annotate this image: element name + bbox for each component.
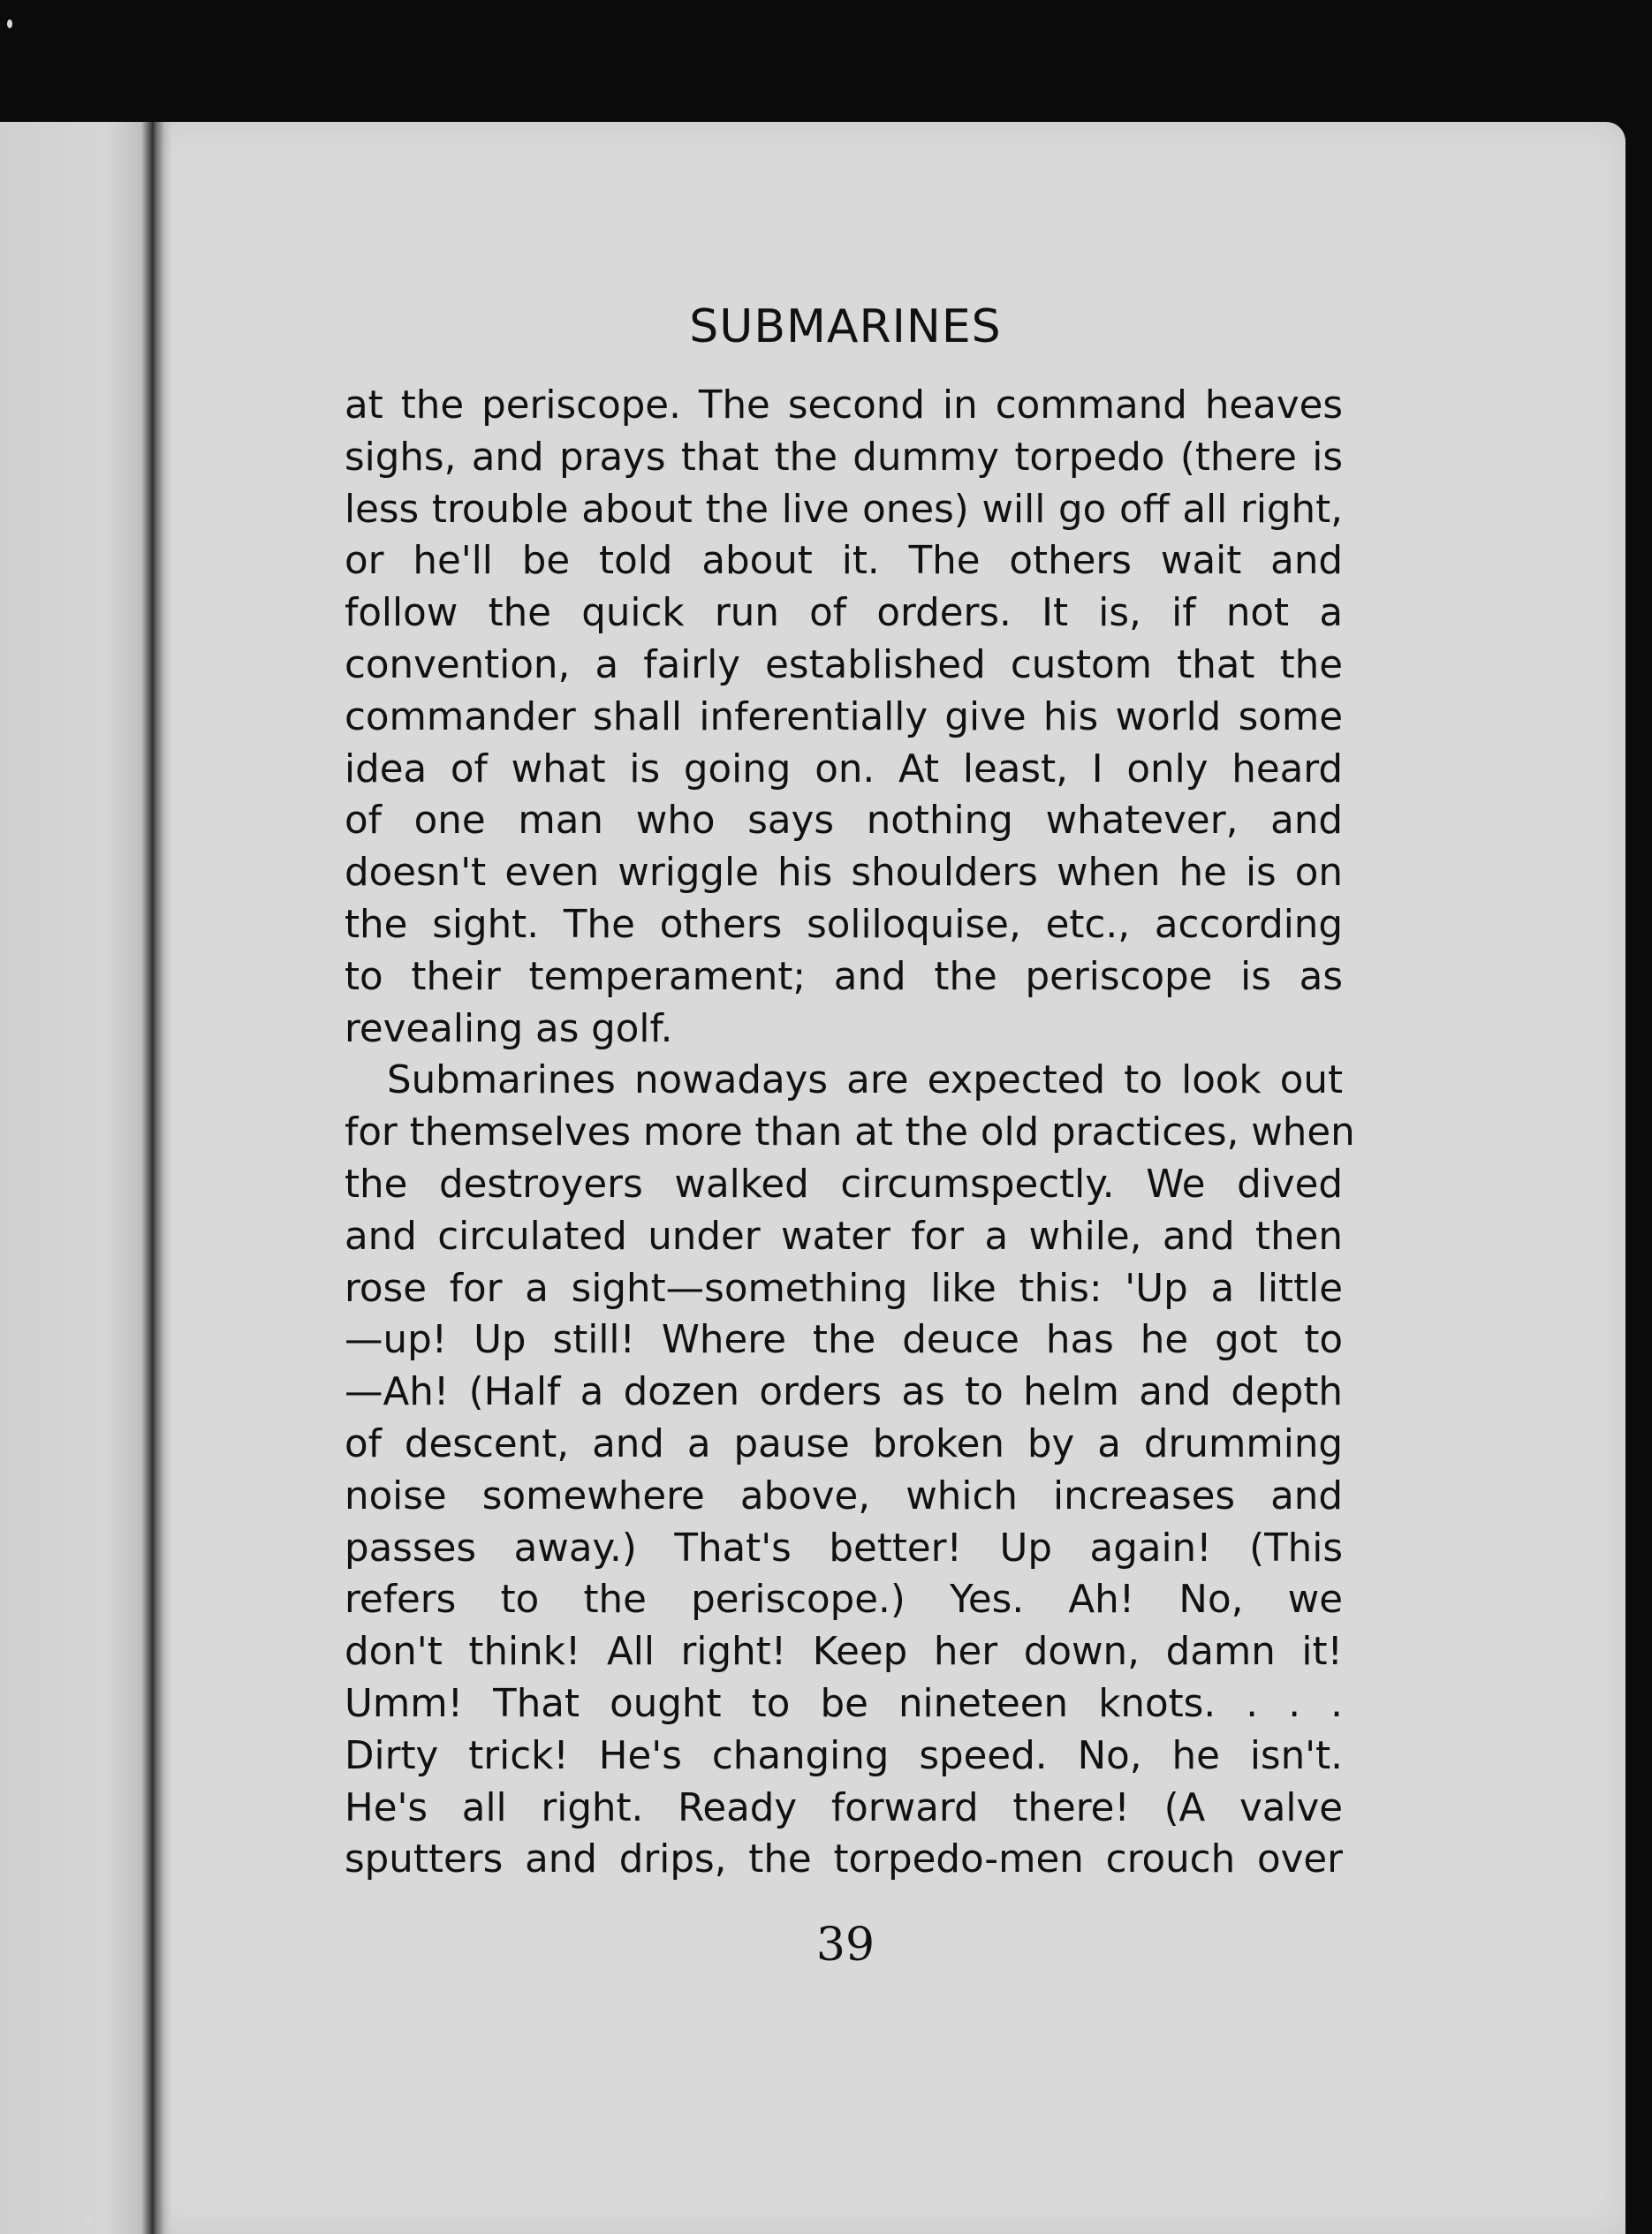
facing-page-edge: [0, 122, 152, 2234]
text-line: commander shall inferentially give his world some: [345, 694, 1343, 739]
text-line: of one man who says nothing whatever, and: [345, 799, 1343, 844]
text-line: Submarines nowadays are expected to look out: [387, 1058, 1343, 1103]
text-line: at the periscope. The second in command heaves: [345, 383, 1343, 428]
text-line: passes away.) That's better! Up again! (This: [345, 1526, 1343, 1571]
text-line: —Ah! (Half a dozen orders as to helm and depth: [345, 1370, 1343, 1415]
text-line: don't think! All right! Keep her down, damn it!: [345, 1630, 1343, 1675]
text-line: follow the quick run of orders. It is, if not a: [345, 591, 1343, 636]
text-line: revealing as golf.: [345, 1006, 673, 1051]
text-line: rose for a sight—something like this: 'Up a little: [345, 1266, 1343, 1311]
text-line: for themselves more than at the old practices, when: [345, 1110, 1355, 1155]
text-line: convention, a fairly established custom that the: [345, 642, 1343, 687]
text-line: Umm! That ought to be nineteen knots. . . .: [345, 1681, 1343, 1726]
scan-speck: [7, 19, 12, 28]
text-line: and circulated under water for a while, and then: [345, 1214, 1343, 1259]
text-line: idea of what is going on. At least, I only heard: [345, 746, 1343, 791]
body-text: [345, 380, 1355, 1886]
text-line: the sight. The others soliloquise, etc., according: [345, 902, 1343, 947]
scan-speck: [85, 2215, 91, 2222]
text-line: noise somewhere above, which increases and: [345, 1473, 1343, 1518]
text-line: doesn't even wriggle his shoulders when he is on: [345, 851, 1343, 896]
page-number: 39: [815, 1919, 875, 1972]
text-line: or he'll be told about it. The others wait and: [345, 539, 1343, 584]
text-line: He's all right. Ready forward there! (A valve: [345, 1785, 1343, 1830]
text-line: of descent, and a pause broken by a drumming: [345, 1421, 1343, 1466]
text-line: to their temperament; and the periscope is as: [345, 954, 1343, 999]
text-line: the destroyers walked circumspectly. We dived: [345, 1162, 1343, 1207]
text-line: refers to the periscope.) Yes. Ah! No, we: [345, 1578, 1343, 1623]
text-line: sputters and drips, the torpedo-men crouch over: [345, 1837, 1343, 1882]
text-line: less trouble about the live ones) will go off all right,: [345, 487, 1343, 532]
running-head: SUBMARINES: [689, 300, 1002, 353]
text-line: —up! Up still! Where the deuce has he got to: [345, 1318, 1343, 1363]
text-line: sighs, and prays that the dummy torpedo (there is: [345, 435, 1343, 480]
text-line: Dirty trick! He's changing speed. No, he isn't.: [345, 1733, 1343, 1778]
